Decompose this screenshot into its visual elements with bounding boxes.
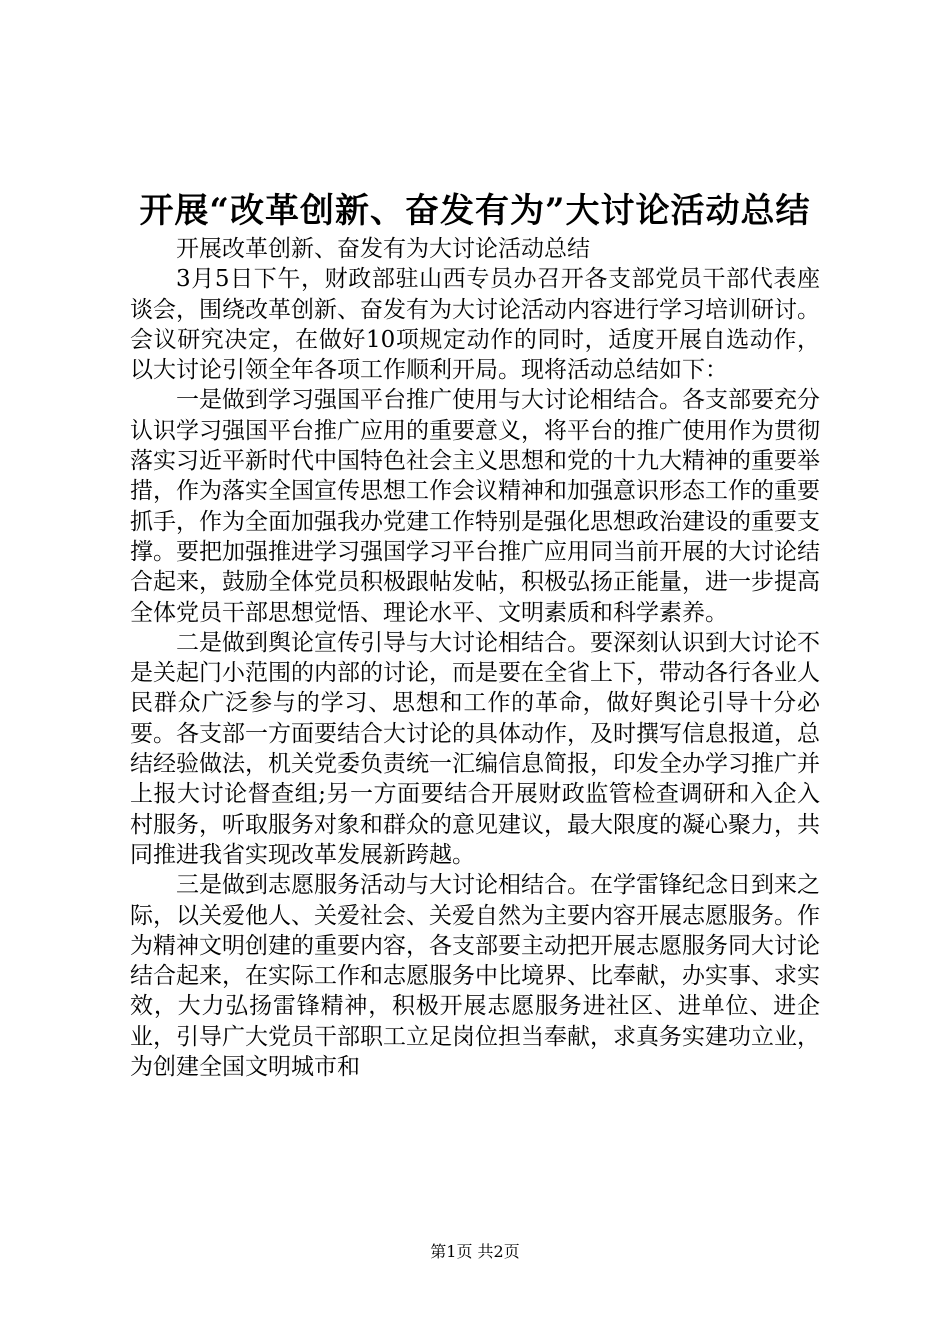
paragraph-point-one: 一是做到学习强国平台推广使用与大讨论相结合。各支部要充分认识学习强国平台推广应用的重要意义，将平台的推广使用作为贯彻落实习近平新时代中国特色社会主义思想和党的十九大精神的重要举措，作为落实全国宣传思想工作会议精神和加强意识形态工作的重要抓手，作为全面加强我办党建工作特别是强化思想政治建设的重要支撑。要把加强推进学习强国学习平台推广应用同当前开展的大讨论结合起来，鼓励全体党员积极跟帖发帖，积极弘扬正能量，进一步提高全体党员干部思想觉悟、理论水平、文明素质和科学素养。	[130, 387, 820, 626]
paragraph-intro: 3月5日下午，财政部驻山西专员办召开各支部党员干部代表座谈会，围绕改革创新、奋发有为大讨论活动内容进行学习培训研讨。会议研究决定，在做好10项规定动作的同时，适度开展自选动作，以大讨论引领全年各项工作顺利开局。现将活动总结如下：	[130, 266, 820, 384]
paragraph-subtitle: 开展改革创新、奋发有为大讨论活动总结	[176, 236, 590, 262]
paragraph-point-two: 二是做到舆论宣传引导与大讨论相结合。要深刻认识到大讨论不是关起门小范围的内部的讨论，而是要在全省上下，带动各行各业人民群众广泛参与的学习、思想和工作的革命，做好舆论引导十分必要。各支部一方面要结合大讨论的具体动作，及时撰写信息报道，总结经验做法，机关党委负责统一汇编信息简报，印发全办学习推广并上报大讨论督查组;另一方面要结合开展财政监管检查调研和入企入村服务，听取服务对象和群众的意见建议，最大限度的凝心聚力，共同推进我省实现改革发展新跨越。	[130, 629, 820, 868]
document-body	[130, 234, 820, 1082]
document-title: 开展“改革创新、奋发有为”大讨论活动总结	[139, 191, 811, 231]
page-number-footer: 第1页 共2页	[430, 1242, 520, 1261]
paragraph-point-three: 三是做到志愿服务活动与大讨论相结合。在学雷锋纪念日到来之际，以关爱他人、关爱社会、关爱自然为主要内容开展志愿服务。作为精神文明创建的重要内容，各支部要主动把开展志愿服务同大讨论结合起来，在实际工作和志愿服务中比境界、比奉献，办实事、求实效，大力弘扬雷锋精神，积极开展志愿服务进社区、进单位、进企业，引导广大党员干部职工立足岗位担当奉献，求真务实建功立业，为创建全国文明城市和	[130, 872, 820, 1081]
